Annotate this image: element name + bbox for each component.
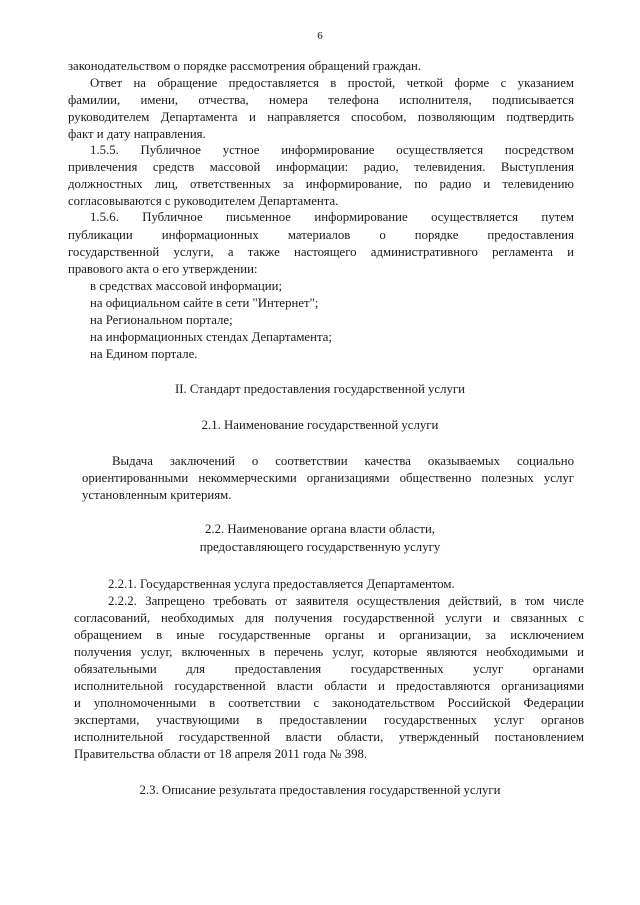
text-line: Выдача заключений о соответствии качества оказываемых социально <box>112 454 574 468</box>
text-line: обязательными для предоставления государственных услуг органами <box>74 662 584 676</box>
text-line: 2.2.1. Государственная услуга предоставляется Департаментом. <box>108 577 455 591</box>
text-line: и уполномоченными в соответствии с законодательством Российской Федерации <box>74 696 584 710</box>
text-line: обращением в иные государственные органы и организации, за исключением <box>74 628 584 642</box>
text-line: установленным критериям. <box>82 488 232 502</box>
list-item: в средствах массовой информации; <box>90 279 282 293</box>
list-item: на информационных стендах Департамента; <box>90 330 332 344</box>
text-line: ориентированными некоммерческими организациями общественно полезных услуг <box>82 471 574 485</box>
text-line: публикации информационных материалов о порядке предоставления <box>68 228 574 242</box>
page-number: 6 <box>317 30 323 42</box>
text-line: законодательством о порядке рассмотрения обращений граждан. <box>68 59 422 73</box>
text-line: получения услуг, включенных в перечень услуг, которые являются необходимыми и <box>74 645 584 659</box>
text-line: согласований, необходимых для получения государственной услуги и связанных с <box>74 611 584 625</box>
list-item: на официальном сайте в сети "Интернет"; <box>90 296 319 310</box>
subsection-heading: предоставляющего государственную услугу <box>199 540 441 554</box>
text-line: факт и дату направления. <box>68 127 206 141</box>
text-line: экспертами, участвующими в предоставлении государственных услуг органов <box>74 713 584 727</box>
text-line: 1.5.5. Публичное устное информирование осуществляется посредством <box>90 143 574 157</box>
text-line: привлечения средств массовой информации: радио, телевидения. Выступления <box>68 160 574 174</box>
text-line: согласовываются с руководителем Департамента. <box>68 194 339 208</box>
subsection-heading: 2.3. Описание результата предоставления государственной услуги <box>139 783 501 797</box>
text-line: государственной услуги, а также настоящего административного регламента и <box>68 245 574 259</box>
section-heading: II. Стандарт предоставления государственной услуги <box>175 382 465 396</box>
text-line: 1.5.6. Публичное письменное информирование осуществляется путем <box>90 210 574 224</box>
text-line: руководителем Департамента и направляется способом, позволяющим подтвердить <box>68 110 574 124</box>
subsection-heading: 2.1. Наименование государственной услуги <box>201 418 439 432</box>
text-line: Правительства области от 18 апреля 2011 года № 398. <box>74 747 368 761</box>
text-line: исполнительной государственной власти области и предоставляются организациями <box>74 679 584 693</box>
list-item: на Едином портале. <box>90 347 198 361</box>
subsection-heading: 2.2. Наименование органа власти области, <box>204 522 435 536</box>
list-item: на Региональном портале; <box>90 313 233 327</box>
text-line: должностных лиц, ответственных за информирование, по радио и телевидению <box>68 177 574 191</box>
text-line: правового акта о его утверждении: <box>68 262 258 276</box>
text-line: фамилии, имени, отчества, номера телефона исполнителя, подписывается <box>68 93 574 107</box>
text-line: 2.2.2. Запрещено требовать от заявителя осуществления действий, в том числе <box>108 594 584 608</box>
text-line: Ответ на обращение предоставляется в простой, четкой форме с указанием <box>90 76 574 90</box>
text-line: исполнительной государственной власти области, утвержденный постановлением <box>74 730 584 744</box>
